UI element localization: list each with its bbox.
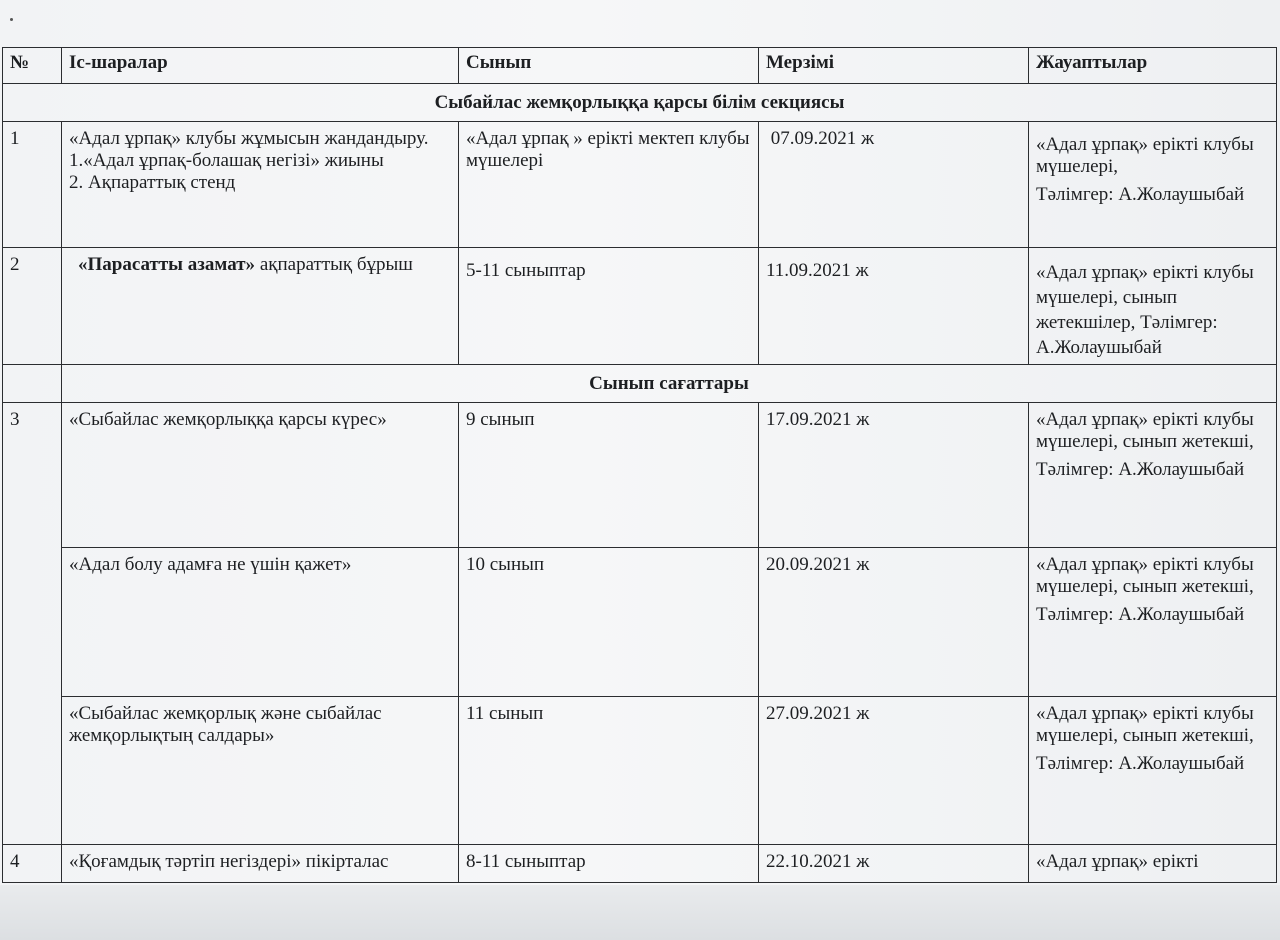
- responsible-line: Тәлімгер: А.Жолаушыбай: [1036, 184, 1245, 205]
- row-number: 4: [3, 845, 62, 883]
- event-line: «Адал ұрпақ» клубы жұмысын жандандыру.: [69, 128, 429, 149]
- event-line: 1.«Адал ұрпақ-болашақ негізі» жиыны: [69, 150, 384, 171]
- section-row: [3, 84, 1277, 122]
- header-event: Іс-шаралар: [62, 48, 459, 84]
- row-date: 11.09.2021 ж: [759, 248, 1029, 365]
- table-row: [3, 548, 1277, 697]
- table-row: [3, 403, 1277, 548]
- row-responsible: [1029, 122, 1277, 248]
- ink-dot: [10, 18, 13, 21]
- header-row: [3, 48, 1277, 84]
- row-class: 8-11 сыныптар: [459, 845, 759, 883]
- header-class: Сынып: [459, 48, 759, 84]
- responsible-line: «Адал ұрпақ» ерікті клубы мүшелері,: [1036, 134, 1254, 177]
- header-date: Мерзімі: [759, 48, 1029, 84]
- responsible-line: «Адал ұрпақ» ерікті клубы мүшелері, сынып жетекшілер, Тәлімгер: А.Жолаушыбай: [1036, 262, 1254, 358]
- row-event: «Адал болу адамға не үшін қажет»: [62, 548, 459, 697]
- row-class: 11 сынып: [459, 697, 759, 845]
- responsible-line: «Адал ұрпақ» ерікті клубы мүшелері, сынып жетекші,: [1036, 703, 1254, 746]
- row-class: 9 сынып: [459, 403, 759, 548]
- table-row: [3, 122, 1277, 248]
- responsible-line: «Адал ұрпақ» ерікті клубы мүшелері, сынып жетекші,: [1036, 409, 1254, 452]
- responsible-line: Тәлімгер: А.Жолаушыбай: [1036, 604, 1245, 625]
- row-event: [62, 122, 459, 248]
- responsible-line: «Адал ұрпақ» ерікті: [1036, 851, 1199, 872]
- row-responsible: [1029, 248, 1277, 365]
- section-title: Сынып сағаттары: [62, 365, 1277, 403]
- section-row: [3, 365, 1277, 403]
- row-responsible: [1029, 845, 1277, 883]
- row-class: 10 сынып: [459, 548, 759, 697]
- row-date: 22.10.2021 ж: [759, 845, 1029, 883]
- row-responsible: [1029, 403, 1277, 548]
- row-number: 1: [3, 122, 62, 248]
- row-event: «Сыбайлас жемқорлық және сыбайлас жемқорлықтың салдары»: [62, 697, 459, 845]
- responsible-line: Тәлімгер: А.Жолаушыбай: [1036, 753, 1245, 774]
- row-date: 20.09.2021 ж: [759, 548, 1029, 697]
- row-number: 2: [3, 248, 62, 365]
- row-date: 17.09.2021 ж: [759, 403, 1029, 548]
- table-row: [3, 845, 1277, 883]
- event-title-bold: «Парасатты азамат»: [78, 254, 256, 275]
- event-line: 2. Ақпараттық стенд: [69, 172, 236, 193]
- row-responsible: [1029, 548, 1277, 697]
- event-title-rest: ақпараттық бұрыш: [255, 254, 413, 275]
- row-class: 5-11 сыныптар: [459, 248, 759, 365]
- responsible-line: «Адал ұрпақ» ерікті клубы мүшелері, сынып жетекші,: [1036, 554, 1254, 597]
- row-event: «Қоғамдық тәртіп негіздері» пікірталас: [62, 845, 459, 883]
- section-number-empty: [3, 365, 62, 403]
- row-date: 07.09.2021 ж: [759, 122, 1029, 248]
- table-row: [3, 697, 1277, 845]
- plan-table: [2, 47, 1277, 883]
- row-class: «Адал ұрпақ » ерікті мектеп клубы мүшелері: [459, 122, 759, 248]
- section-title: Сыбайлас жемқорлыққа қарсы білім секциясы: [3, 84, 1277, 122]
- table-row: [3, 248, 1277, 365]
- row-number: 3: [3, 403, 62, 845]
- row-event: [62, 248, 459, 365]
- row-date: 27.09.2021 ж: [759, 697, 1029, 845]
- header-responsible: Жауаптылар: [1029, 48, 1277, 84]
- header-number: №: [3, 48, 62, 84]
- row-responsible: [1029, 697, 1277, 845]
- row-event: «Сыбайлас жемқорлыққа қарсы күрес»: [62, 403, 459, 548]
- responsible-line: Тәлімгер: А.Жолаушыбай: [1036, 459, 1245, 480]
- page-bottom-margin: [0, 885, 1280, 940]
